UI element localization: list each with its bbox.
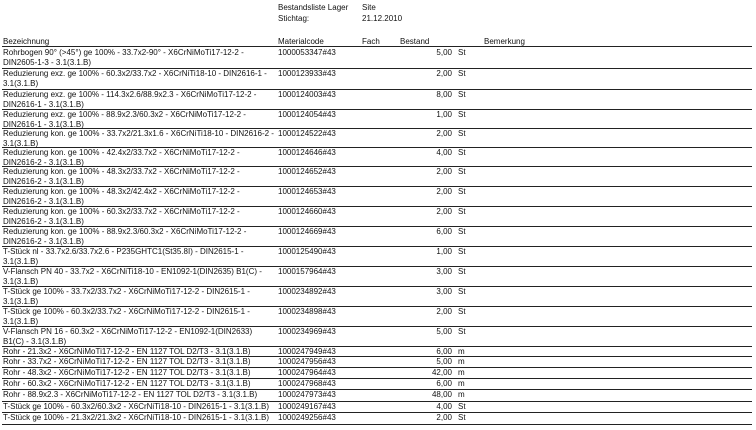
row-unit: St [458, 90, 466, 99]
row-description: Reduzierung exz. ge 100% - 88.9x2.3/60.3x2 - X6CrNiMoTi17-12-2 - DIN2616-1 - 3.1(3.1.B) [3, 110, 246, 129]
row-description: Reduzierung exz. ge 100% - 60.3x2/33.7x2 - X6CrNiTi18-10 - DIN2616-1 - 3.1(3.1.B) [3, 69, 267, 88]
row-quantity: 6,00 [436, 347, 452, 356]
row-unit: St [458, 187, 466, 196]
row-quantity: 48,00 [431, 390, 452, 399]
row-unit: St [458, 247, 466, 256]
row-quantity: 3,00 [436, 267, 452, 276]
row-quantity: 8,00 [436, 90, 452, 99]
table-row [2, 347, 752, 357]
row-description: Reduzierung kon. ge 100% - 42.4x2/33.7x2 - X6CrNiMoTi17-12-2 - DIN2616-2 - 3.1(3.1.B) [3, 148, 240, 167]
header-rule [2, 46, 752, 47]
table-row [2, 167, 752, 187]
row-description: Rohrbogen 90° (>45°) ge 100% - 33.7x2-90° - X6CrNiMoTi17-12-2 - DIN2605-1-3 - 3.1(3.1.B) [3, 48, 244, 67]
row-quantity: 5,00 [436, 327, 452, 336]
row-quantity: 2,00 [436, 167, 452, 176]
row-unit: St [458, 327, 466, 336]
row-description: T-Stück ge 100% - 60.3x2/60.3x2 - X6CrNiTi18-10 - DIN2615-1 - 3.1(3.1.B) [3, 402, 270, 411]
row-material-code: 1000247973#43 [278, 390, 336, 399]
table-row [2, 413, 752, 425]
row-description: Rohr - 33.7x2 - X6CrNiMoTi17-12-2 - EN 1127 TOL D2/T3 - 3.1(3.1.B) [3, 357, 251, 366]
row-quantity: 1,00 [436, 110, 452, 119]
table-row [2, 390, 752, 402]
row-material-code: 1000234892#43 [278, 287, 336, 296]
row-quantity: 1,00 [436, 247, 452, 256]
row-description: Reduzierung kon. ge 100% - 48.3x2/42.4x2 - X6CrNiMoTi17-12-2 - DIN2616-2 - 3.1(3.1.B) [3, 187, 240, 206]
site-label: Site [362, 3, 376, 12]
row-quantity: 5,00 [436, 357, 452, 366]
table-row [2, 327, 752, 347]
row-material-code: 1000124653#43 [278, 187, 336, 196]
date-value: 21.12.2010 [362, 14, 403, 23]
row-quantity: 4,00 [436, 148, 452, 157]
table-row [2, 247, 752, 267]
table-row [2, 307, 752, 327]
row-description: Rohr - 21.3x2 - X6CrNiMoTi17-12-2 - EN 1127 TOL D2/T3 - 3.1(3.1.B) [3, 347, 251, 356]
row-material-code: 1000234898#43 [278, 307, 336, 316]
row-unit: St [458, 48, 466, 57]
table-row [2, 402, 752, 413]
row-material-code: 1000249256#43 [278, 413, 336, 422]
row-description: V-Flansch PN 16 - 60.3x2 - X6CrNiMoTi17-12-2 - EN1092-1(DIN2633) B1(C) - 3.1(3.1.B) [3, 327, 253, 346]
row-quantity: 6,00 [436, 227, 452, 236]
report-title: Bestandsliste Lager [278, 3, 349, 12]
row-description: T-Stück nl - 33.7x2.6/33.7x2.6 - P235GHTC1(St35.8I) - DIN2615-1 - 3.1(3.1.B) [3, 247, 244, 266]
table-row [2, 379, 752, 390]
row-unit: St [458, 227, 466, 236]
table-row [2, 48, 752, 69]
row-quantity: 2,00 [436, 207, 452, 216]
table-row [2, 368, 752, 379]
row-unit: m [458, 390, 465, 399]
row-quantity: 2,00 [436, 187, 452, 196]
row-quantity: 2,00 [436, 413, 452, 422]
row-unit: St [458, 413, 466, 422]
table-row [2, 357, 752, 368]
row-description: T-Stück ge 100% - 60.3x2/33.7x2 - X6CrNiMoTi17-12-2 - DIN2615-1 - 3.1(3.1.B) [3, 307, 250, 326]
row-description: Rohr - 60.3x2 - X6CrNiMoTi17-12-2 - EN 1127 TOL D2/T3 - 3.1(3.1.B) [3, 379, 251, 388]
table-row [2, 267, 752, 287]
row-unit: St [458, 69, 466, 78]
row-unit: m [458, 379, 465, 388]
row-unit: St [458, 402, 466, 411]
row-material-code: 1000124646#43 [278, 148, 336, 157]
row-description: T-Stück ge 100% - 21.3x2/21.3x2 - X6CrNiTi18-10 - DIN2615-1 - 3.1(3.1.B) [3, 413, 270, 422]
row-description: Reduzierung kon. ge 100% - 88.9x2.3/60.3x2 - X6CrNiMoTi17-12-2 - DIN2616-2 - 3.1(3.1.B) [3, 227, 247, 246]
row-quantity: 6,00 [436, 379, 452, 388]
column-header-material-code: Materialcode [278, 37, 324, 46]
row-material-code: 1000247956#43 [278, 357, 336, 366]
row-quantity: 4,00 [436, 402, 452, 411]
row-material-code: 1000247964#43 [278, 368, 336, 377]
row-description: T-Stück ge 100% - 33.7x2/33.7x2 - X6CrNiMoTi17-12-2 - DIN2615-1 - 3.1(3.1.B) [3, 287, 250, 306]
row-description: Rohr - 88.9x2.3 - X6CrNiMoTi17-12-2 - EN 1127 TOL D2/T3 - 3.1(3.1.B) [3, 390, 258, 399]
row-material-code: 1000125490#43 [278, 247, 336, 256]
row-description: Reduzierung kon. ge 100% - 60.3x2/33.7x2 - X6CrNiMoTi17-12-2 - DIN2616-2 - 3.1(3.1.B) [3, 207, 240, 226]
table-row [2, 148, 752, 167]
row-description: Reduzierung kon. ge 100% - 33.7x2/21.3x1.6 - X6CrNiTi18-10 - DIN2616-2 - 3.1(3.1.B) [3, 129, 274, 148]
row-unit: St [458, 167, 466, 176]
row-unit: St [458, 129, 466, 138]
row-description: Reduzierung kon. ge 100% - 48.3x2/33.7x2 - X6CrNiMoTi17-12-2 - DIN2616-2 - 3.1(3.1.B) [3, 167, 240, 186]
column-header-stock: Bestand [400, 37, 430, 46]
table-row [2, 69, 752, 90]
row-unit: m [458, 347, 465, 356]
row-quantity: 42,00 [431, 368, 452, 377]
row-material-code: 1000247949#43 [278, 347, 336, 356]
row-unit: St [458, 307, 466, 316]
row-material-code: 1000234969#43 [278, 327, 336, 336]
row-material-code: 1000124054#43 [278, 110, 336, 119]
row-unit: m [458, 357, 465, 366]
row-material-code: 1000249167#43 [278, 402, 336, 411]
column-header-remark: Bemerkung [484, 37, 525, 46]
table-row [2, 187, 752, 207]
row-material-code: 1000053347#43 [278, 48, 336, 57]
table-row [2, 129, 752, 148]
row-quantity: 2,00 [436, 307, 452, 316]
row-material-code: 1000124660#43 [278, 207, 336, 216]
row-unit: m [458, 368, 465, 377]
row-material-code: 1000124652#43 [278, 167, 336, 176]
date-label: Stichtag: [278, 14, 310, 23]
row-quantity: 3,00 [436, 287, 452, 296]
row-unit: St [458, 148, 466, 157]
column-header-description: Bezeichnung [3, 37, 50, 46]
row-description: V-Flansch PN 40 - 33.7x2 - X6CrNiTi18-10 - EN1092-1(DIN2635) B1(C) - 3.1(3.1.B) [3, 267, 262, 286]
row-quantity: 2,00 [436, 129, 452, 138]
table-row [2, 90, 752, 110]
row-unit: St [458, 267, 466, 276]
table-row [2, 227, 752, 247]
column-header-compartment: Fach [362, 37, 380, 46]
table-row [2, 207, 752, 227]
row-unit: St [458, 110, 466, 119]
row-unit: St [458, 287, 466, 296]
row-quantity: 2,00 [436, 69, 452, 78]
row-material-code: 1000157964#43 [278, 267, 336, 276]
row-description: Reduzierung exz. ge 100% - 114.3x2.6/88.9x2.3 - X6CrNiMoTi17-12-2 - DIN2616-1 - 3.1(3.1.B) [3, 90, 257, 109]
row-unit: St [458, 207, 466, 216]
table-row [2, 287, 752, 307]
row-description: Rohr - 48.3x2 - X6CrNiMoTi17-12-2 - EN 1127 TOL D2/T3 - 3.1(3.1.B) [3, 368, 251, 377]
table-row [2, 110, 752, 129]
row-material-code: 1000247968#43 [278, 379, 336, 388]
row-material-code: 1000124669#43 [278, 227, 336, 236]
row-material-code: 1000123933#43 [278, 69, 336, 78]
row-material-code: 1000124522#43 [278, 129, 336, 138]
row-material-code: 1000124003#43 [278, 90, 336, 99]
row-quantity: 5,00 [436, 48, 452, 57]
